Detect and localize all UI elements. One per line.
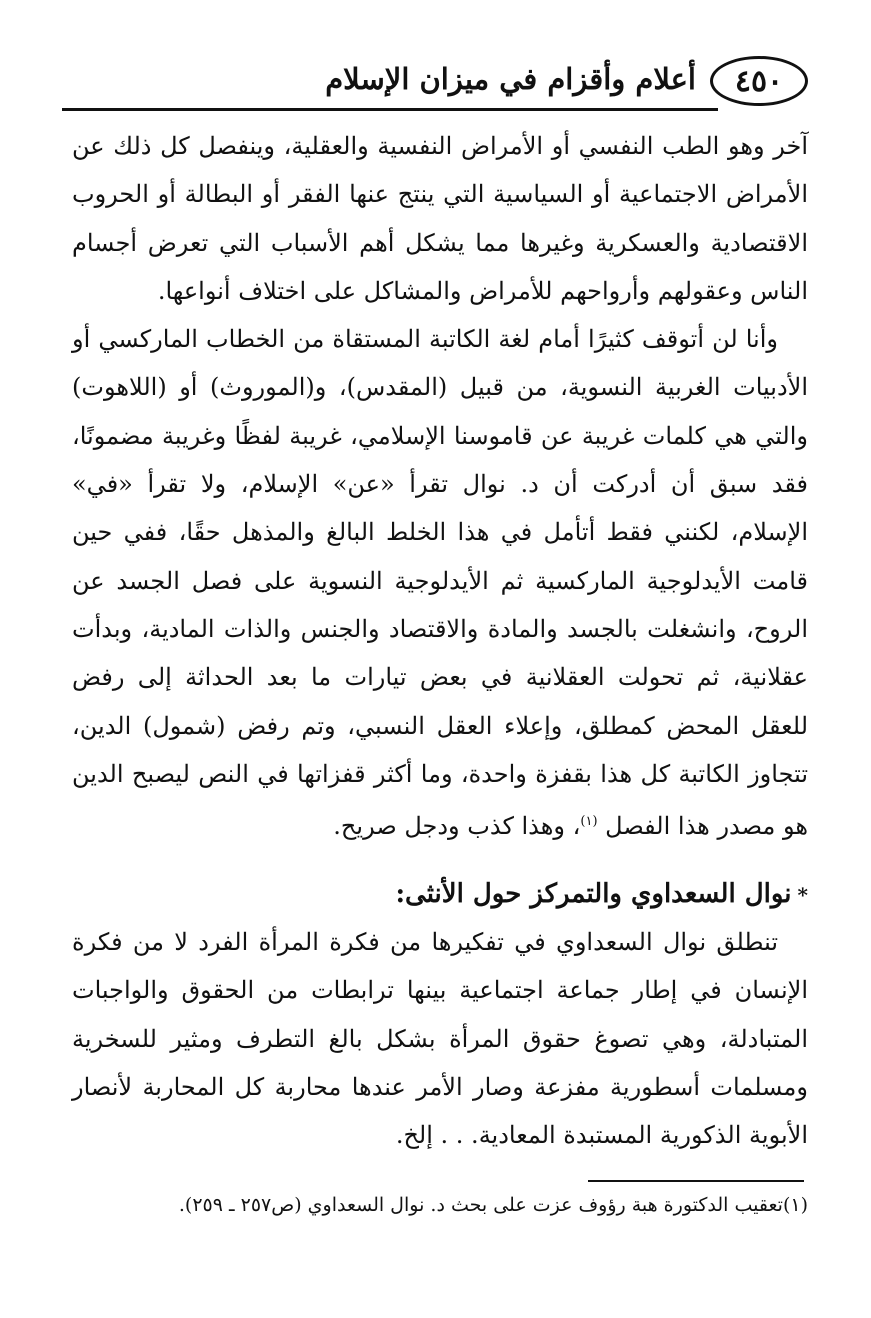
running-title: أعلام وأقزام في ميزان الإسلام (325, 62, 696, 96)
paragraph-1: آخر وهو الطب النفسي أو الأمراض النفسية والعقلية، وينفصل كل ذلك عن الأمراض الاجتماعية أو السياسية التي ينتج عنها الفقر أو البطالة أو الحروب الاقتصادية والعسكرية وغيرها مما يشكل أهم الأسباب التي تعرض أجسام الناس وعقولهم وأرواحهم للأمراض والمشاكل على اختلاف أنواعها. (72, 132, 808, 305)
section-paragraph-text: تنطلق نوال السعداوي في تفكيرها من فكرة المرأة الفرد لا من فكرة الإنسان في إطار جماعة اجتماعية بينها ترابطات من الحقوق والواجبات المتبادلة، وهي تصوغ حقوق المرأة بشكل بالغ التطرف ومثير للسخرية ومسلمات أسطورية مفزعة وصار الأمر عندها محاربة كل المحاربة لأنصار الأبوية الذكورية المستبدة المعادية. . . إلخ. (72, 928, 809, 1150)
section-text (72, 918, 808, 1159)
section-paragraph (72, 918, 808, 1159)
footnote-rule (588, 1180, 804, 1182)
main-text (72, 122, 808, 850)
section-heading-text: نوال السعداوي والتمركز حول الأنثى: (395, 879, 792, 909)
paragraph-2 (72, 315, 808, 850)
header-rule (62, 108, 718, 111)
footnote-reference: (١) (580, 814, 598, 830)
page-number-text: ٤٥٠ (734, 63, 784, 99)
page-number (710, 56, 808, 106)
page-header (62, 52, 808, 112)
paragraph-2-text: وأنا لن أتوقف كثيرًا أمام لغة الكاتبة المستقاة من الخطاب الماركسي أو الأدبيات الغربية النسوية، من قبيل (المقدس)، و(الموروث) أو (اللاهوت) والتي هي كلمات غريبة عن قاموسنا الإسلامي، غريبة لفظًا وغريبة مضمونًا، فقد سبق أن أدركت أن د. نوال تقرأ «عن» الإسلام، ولا تقرأ «في» الإسلام، لكنني فقط أتأمل في هذا الخلط البالغ والمذهل حقًا، ففي حين قامت الأيدلوجية الماركسية ثم الأيدلوجية النسوية على فصل الجسد عن الروح، وانشغلت بالجسد والمادة والاقتصاد والجنس والذات المادية، وبدأت عقلانية، ثم تحولت العقلانية في بعض تيارات ما بعد الحداثة إلى رفض للعقل المحض كمطلق، وإعلاء العقل النسبي، وتم رفض (شمول) الدين، تتجاوز الكاتبة كل هذا بقفزة واحدة، وما أكثر قفزاتها في النص ليصبح الدين هو مصدر هذا الفصل (72, 325, 808, 841)
paragraph-2-end: ، وهذا كذب ودجل صريح. (333, 812, 581, 841)
footnote: (١)تعقيب الدكتورة هبة رؤوف عزت على بحث د. نوال السعداوي (ص٢٥٧ ـ ٢٥٩). (178, 1194, 808, 1216)
heading-star: * (797, 883, 808, 907)
section-heading (72, 874, 808, 915)
